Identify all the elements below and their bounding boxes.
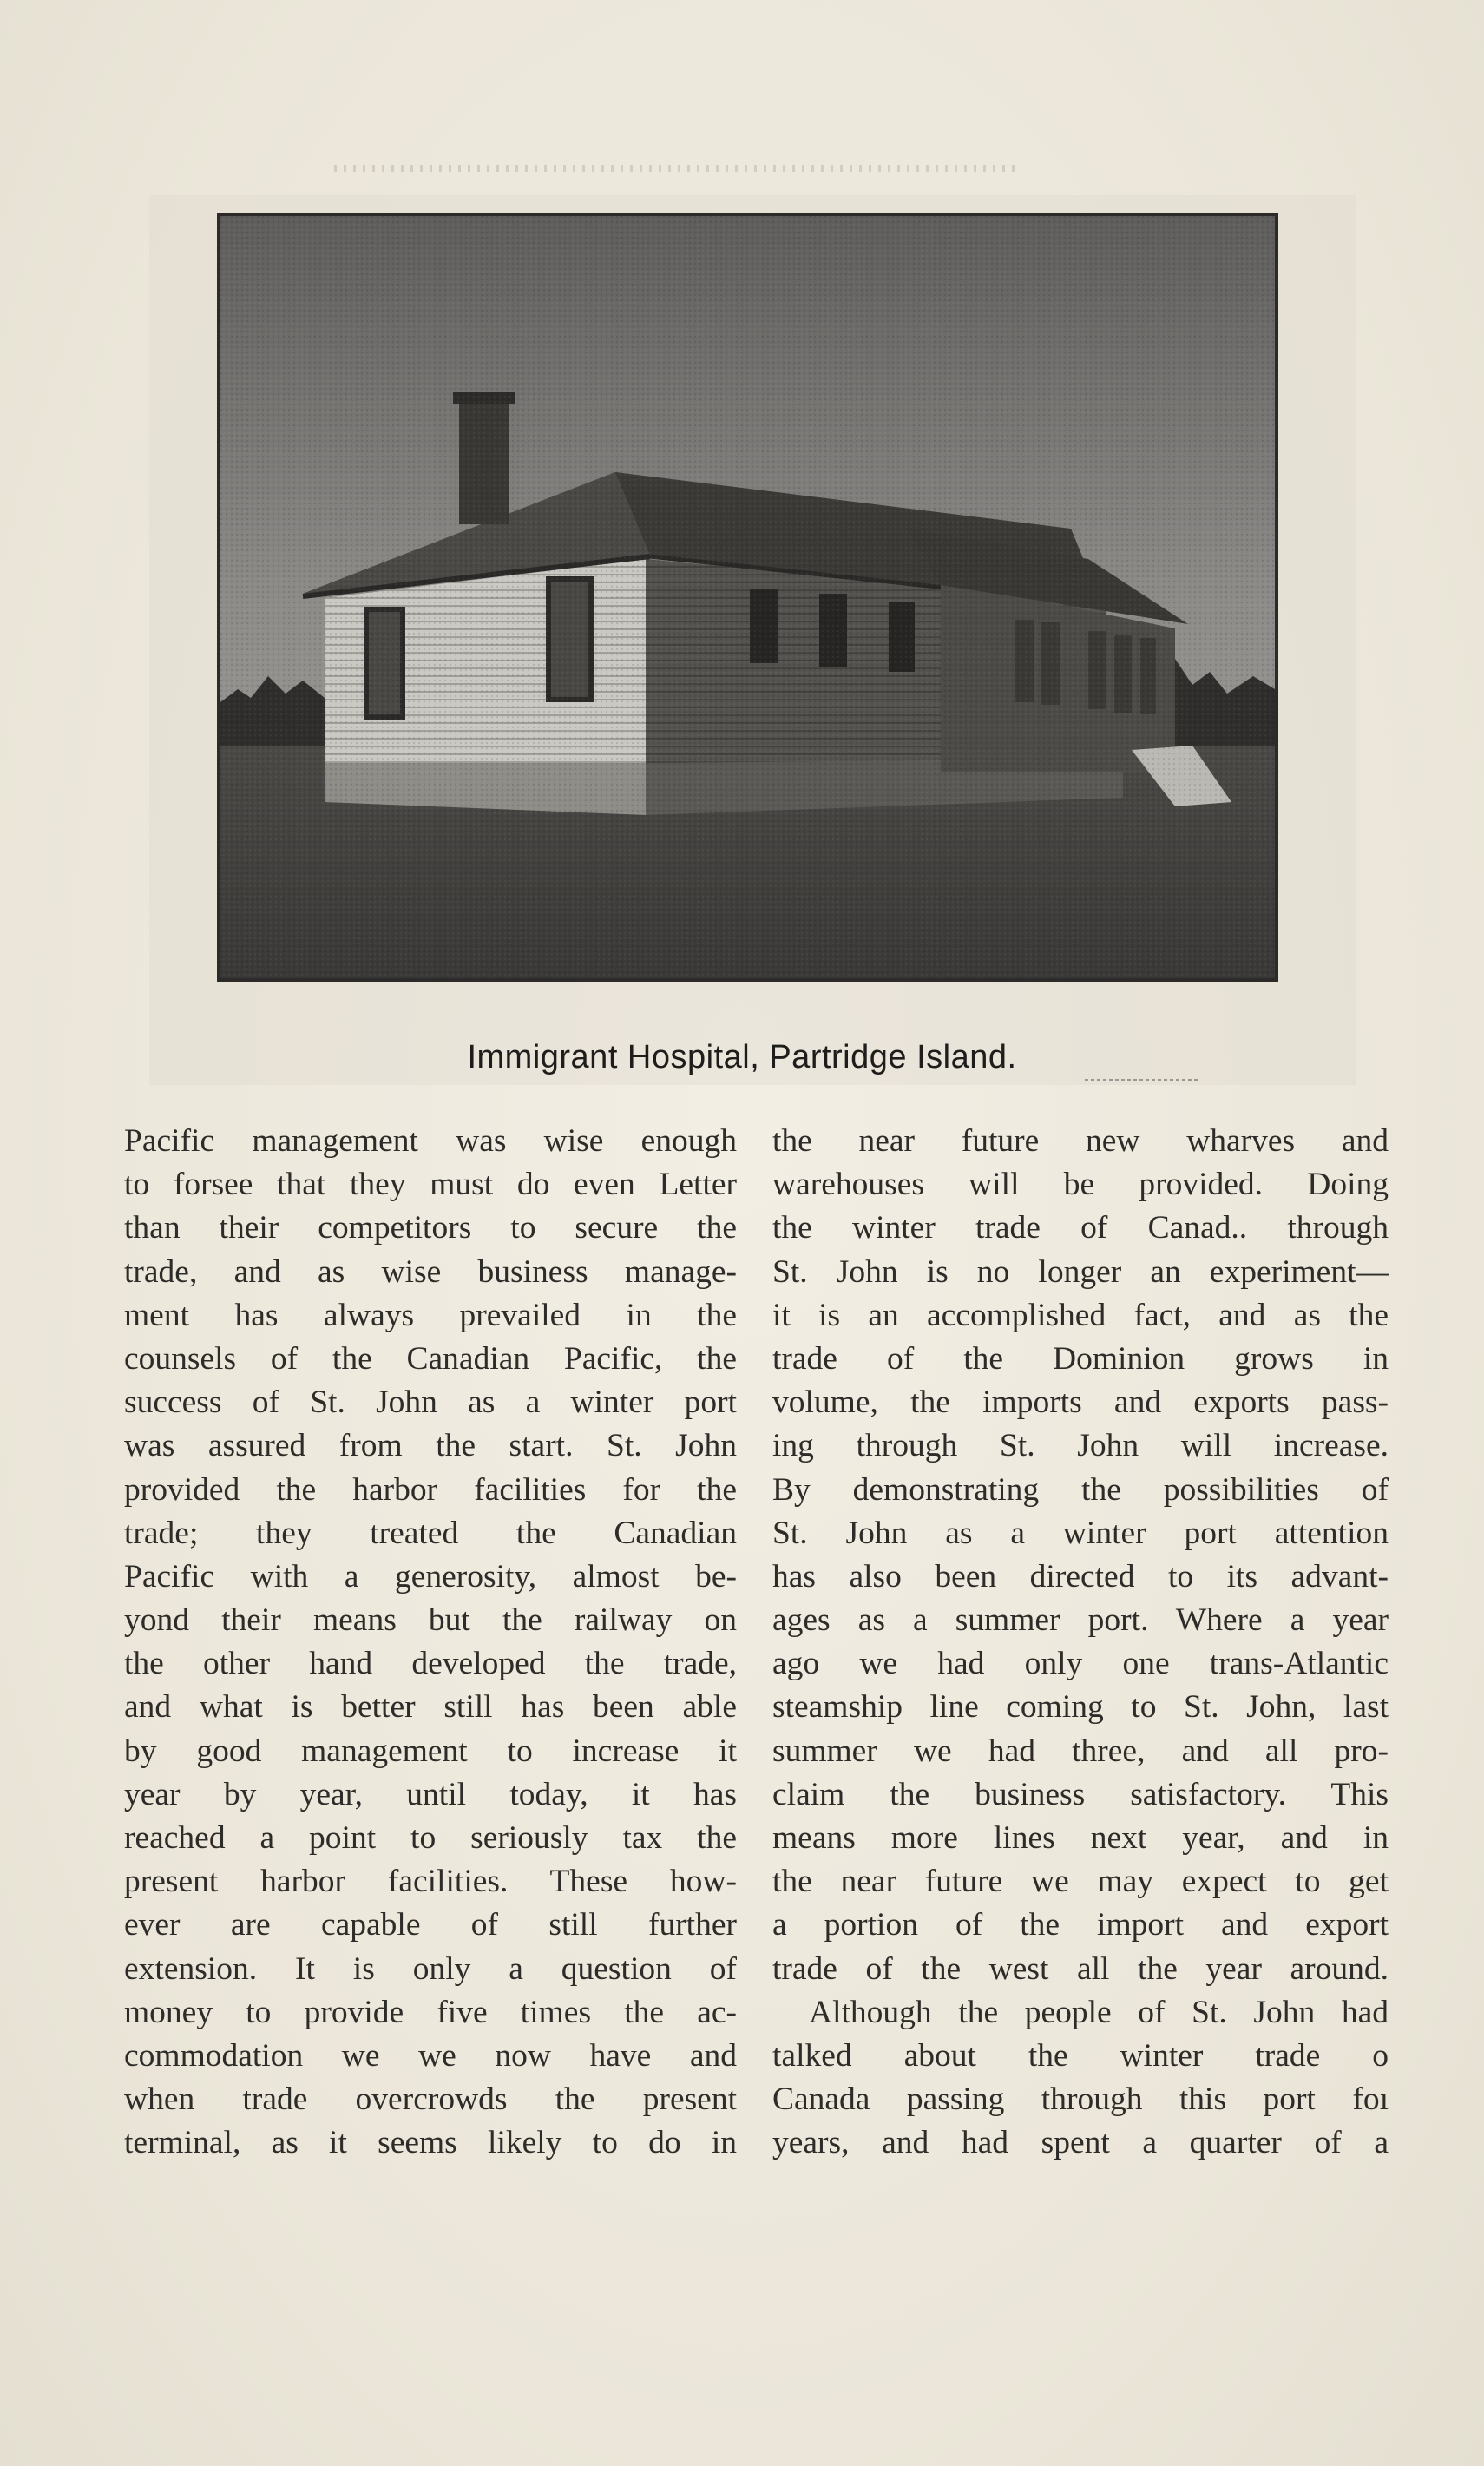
text-line: ever are capable of still further: [124, 1907, 737, 1943]
text-line: Pacific with a generosity, almost be-: [124, 1558, 737, 1595]
text-line: the near future we may expect to get: [772, 1864, 1389, 1900]
text-line: and what is better still has been able: [124, 1689, 737, 1726]
text-line: success of St. John as a winter port: [124, 1384, 737, 1421]
text-line: terminal, as it seems likely to do in: [124, 2125, 737, 2161]
text-line: commodation we we now have and: [124, 2037, 737, 2074]
text-line: St. John as a winter port attention: [772, 1515, 1389, 1551]
text-line: Pacific management was wise enough: [124, 1123, 737, 1159]
right-column: [772, 1120, 1389, 2166]
text-line: was assured from the start. St. John: [124, 1428, 737, 1464]
text-line: present harbor facilities. These how-: [124, 1864, 737, 1900]
text-line: year by year, until today, it has: [124, 1776, 737, 1812]
text-line: St. John is no longer an experiment—: [772, 1253, 1389, 1290]
text-line: Although the people of St. John had: [809, 1994, 1389, 2030]
photo-caption: Immigrant Hospital, Partridge Island.: [467, 1039, 1017, 1075]
text-line: volume, the imports and exports pass-: [772, 1384, 1389, 1421]
text-line: claim the business satisfactory. This: [772, 1776, 1389, 1812]
text-line: counsels of the Canadian Pacific, the: [124, 1340, 737, 1377]
text-line: has also been directed to its advant-: [772, 1558, 1389, 1595]
text-line: by good management to increase it: [124, 1733, 737, 1769]
text-line: means more lines next year, and in: [772, 1820, 1389, 1856]
text-line: trade, and as wise business manage-: [124, 1253, 737, 1290]
text-line: provided the harbor facilities for the: [124, 1471, 737, 1508]
text-line: to forsee that they must do even Letter: [124, 1167, 737, 1203]
text-line: trade; they treated the Canadian: [124, 1515, 737, 1551]
text-line: the other hand developed the trade,: [124, 1646, 737, 1682]
left-column: [124, 1120, 737, 2166]
text-line: than their competitors to secure the: [124, 1210, 737, 1246]
text-line: extension. It is only a question of: [124, 1950, 737, 1987]
text-line: Canada passing through this port foı: [772, 2081, 1389, 2118]
text-line: summer we had three, and all pro-: [772, 1733, 1389, 1769]
text-line: ing through St. John will increase.: [772, 1428, 1389, 1464]
hospital-photo: [217, 213, 1278, 982]
caption-rule: [1085, 1079, 1198, 1081]
text-line: yond their means but the railway on: [124, 1602, 737, 1639]
print-specks: [334, 165, 1020, 172]
text-line: trade of the west all the year around.: [772, 1950, 1389, 1987]
text-line: warehouses will be provided. Doing: [772, 1167, 1389, 1203]
text-line: the winter trade of Canad.. through: [772, 1210, 1389, 1246]
text-line: a portion of the import and export: [772, 1907, 1389, 1943]
text-line: when trade overcrowds the present: [124, 2081, 737, 2118]
text-line: steamship line coming to St. John, last: [772, 1689, 1389, 1726]
text-line: reached a point to seriously tax the: [124, 1820, 737, 1856]
text-line: trade of the Dominion grows in: [772, 1340, 1389, 1377]
text-line: By demonstrating the possibilities of: [772, 1471, 1389, 1508]
text-line: ment has always prevailed in the: [124, 1297, 737, 1333]
text-line: it is an accomplished fact, and as the: [772, 1297, 1389, 1333]
text-line: ages as a summer port. Where a year: [772, 1602, 1389, 1639]
text-line: money to provide five times the ac-: [124, 1994, 737, 2030]
text-line: ago we had only one trans-Atlantic: [772, 1646, 1389, 1682]
text-line: talked about the winter trade o: [772, 2037, 1389, 2074]
text-line: the near future new wharves and: [772, 1123, 1389, 1159]
text-line: years, and had spent a quarter of a: [772, 2125, 1389, 2161]
